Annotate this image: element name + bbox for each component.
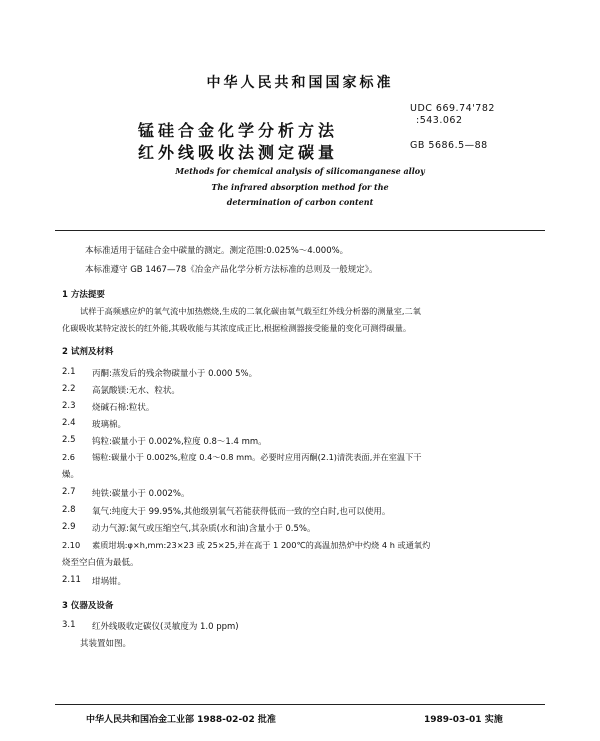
header-divider <box>55 230 545 231</box>
list-item <box>62 367 258 379</box>
approval-date: 中华人民共和国冶金工业部 1988-02-02 批准 <box>86 715 276 725</box>
section-3-heading: 3 仪器及设备 <box>62 601 114 611</box>
item-text: 纯铁:碳量小于 0.002%。 <box>92 489 190 499</box>
list-item <box>62 384 180 396</box>
list-item-continuation: 燥。 <box>62 470 80 480</box>
item-number: 2.2 <box>62 384 76 394</box>
item-number: 2.3 <box>62 401 76 411</box>
section-2-heading: 2 试剂及材料 <box>62 347 114 357</box>
item-text: 丙酮:蒸发后的残余物碳量小于 0.000 5%。 <box>92 369 258 379</box>
section-1-text-line-2: 化碳吸收某特定波长的红外能,其吸收能与其浓度成正比,根据检测器接受能量的变化可测得碳量。 <box>62 323 412 333</box>
list-item <box>62 575 127 587</box>
standard-title: 中华人民共和国国家标准 <box>206 75 394 91</box>
section-1-heading: 1 方法提要 <box>62 290 105 300</box>
list-item <box>62 418 127 430</box>
item-text: 锡粒:碳量小于 0.002%,粒度 0.4～0.8 mm。必要时应用丙酮(2.1)清洗表面,并在室温下干 <box>92 452 422 462</box>
item-number: 2.9 <box>62 522 76 532</box>
list-item <box>62 620 239 632</box>
item-text: 氧气:纯度大于 99.95%,其他级别氧气若能获得低而一致的空白时,也可以使用。 <box>92 507 391 517</box>
section-1-text-line-1: 试样于高频感应炉的氧气流中加热燃烧,生成的二氧化碳由氧气载至红外线分析器的测量室,二氧 <box>80 306 421 316</box>
intro-paragraph-1: 本标准适用于锰硅合金中碳量的测定。测定范围:0.025%～4.000%。 <box>85 246 349 256</box>
list-item-continuation: 烧至空白值为最低。 <box>62 558 139 568</box>
footer-divider <box>55 704 545 705</box>
udc-line-1: UDC 669.74'782 <box>410 103 495 114</box>
item-number: 2.5 <box>62 435 76 445</box>
item-number: 2.11 <box>62 575 81 585</box>
title-line-2: 红外线吸收法测定碳量 <box>138 143 339 162</box>
list-item <box>62 452 422 462</box>
list-item <box>62 487 190 499</box>
item-number: 2.10 <box>62 540 81 550</box>
item-number: 2.1 <box>62 367 76 377</box>
item-text: 玻璃棉。 <box>92 420 127 430</box>
item-number: 2.4 <box>62 418 76 428</box>
list-item <box>62 505 391 517</box>
item-number: 2.6 <box>62 452 76 462</box>
item-number: 3.1 <box>62 620 76 630</box>
title-line-1: 锰硅合金化学分析方法 <box>138 121 339 140</box>
item-number: 2.8 <box>62 505 76 515</box>
item-text: 素质坩埚:φ×h,mm:23×23 或 25×25,并在高于 1 200℃的高温加热炉中灼烧 4 h 或通氧灼 <box>92 540 431 550</box>
english-title-line-2: The infrared absorption method for the <box>211 182 389 192</box>
item-text: 钨粒:碳量小于 0.002%,粒度 0.8～1.4 mm。 <box>92 437 267 447</box>
english-title-line-1: Methods for chemical analysis of silicomanganese alloy <box>175 166 425 176</box>
item-text: 坩埚钳。 <box>92 577 127 587</box>
udc-line-2: :543.062 <box>416 115 463 126</box>
item-text: 高氯酸镁:无水、粒状。 <box>92 386 180 396</box>
english-title-line-3: determination of carbon content <box>226 197 374 207</box>
section-3-note: 其装置如图。 <box>80 639 132 649</box>
intro-paragraph-2: 本标准遵守 GB 1467—78《冶金产品化学分析方法标准的总则及一般规定》。 <box>85 265 378 275</box>
list-item <box>62 540 431 550</box>
list-item <box>62 435 267 447</box>
list-item <box>62 522 316 534</box>
item-text: 烧碱石棉:粒状。 <box>92 403 155 413</box>
effective-date: 1989-03-01 实施 <box>424 715 503 725</box>
item-text: 动力气源:氮气或压缩空气,其杂质(水和油)含量小于 0.5%。 <box>92 524 316 534</box>
item-number: 2.7 <box>62 487 76 497</box>
gb-number: GB 5686.5—88 <box>410 140 488 151</box>
list-item <box>62 401 155 413</box>
item-text: 红外线吸收定碳仪(灵敏度为 1.0 ppm) <box>92 622 239 632</box>
